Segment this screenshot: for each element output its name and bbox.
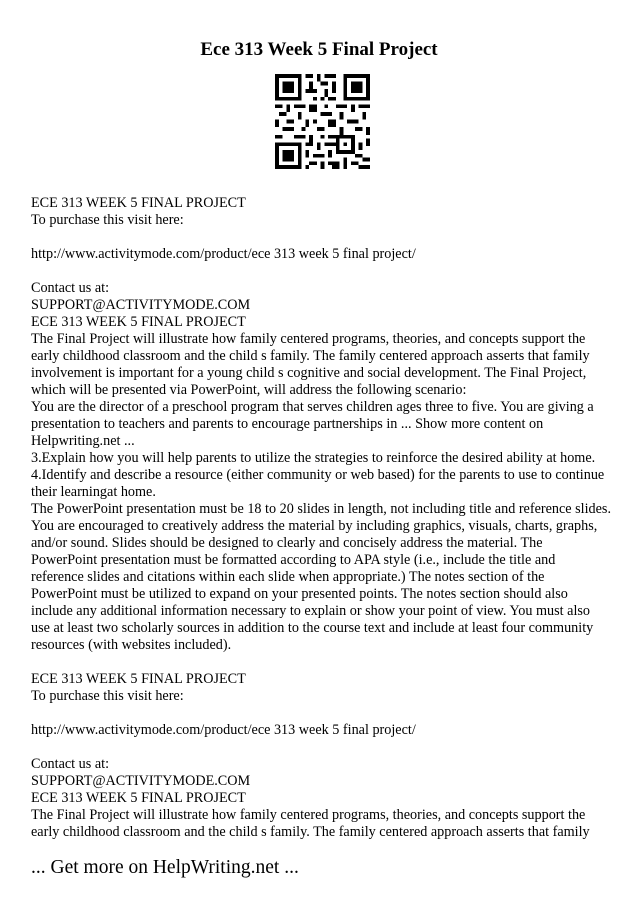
qr-code-icon	[275, 74, 370, 169]
purchase-text: To purchase this visit here:	[31, 212, 184, 228]
paragraph: The Final Project will illustrate how family centered programs, theories, and concepts support the early childhood classroom and the child s family. The family centered approach asserts that family	[31, 807, 590, 840]
paragraph: The Final Project will illustrate how family centered programs, theories, and concepts support the early childhood classroom and the child s family. The family centered approach asserts that family involvement is important for a young child s cognitive and social development. The Final Project, which will be presented via PowerPoint, will address the following scenario:	[31, 331, 590, 398]
paragraph: 3.Explain how you will help parents to utilize the strategies to reinforce the desired ability at home.	[31, 450, 596, 466]
paragraph: The PowerPoint presentation must be 18 to 20 slides in length, not including title and reference slides. You are encouraged to creatively address the material by including graphics, visuals, charts, graphs, and/or sound. Slides should be designed to clearly and concisely address the material. The PowerPoint presentation must be formatted according to APA style (i.e., include the title and reference slides and citations within each slide when appropriate.) The notes section of the PowerPoint must be utilized to expand on your presented points. The notes section should also include any additional information necessary to explain or show your point of view. You must also use at least two scholarly sources in addition to the course text and include at least four community resources (with websites included).	[31, 501, 611, 653]
document-body	[31, 195, 611, 841]
paragraph: 4.Identify and describe a resource (either community or web based) for the parents to use to continue their learningat home.	[31, 467, 605, 500]
section-heading: ECE 313 WEEK 5 FINAL PROJECT	[31, 671, 246, 687]
contact-label: Contact us at:	[31, 756, 110, 772]
footer-link[interactable]: ... Get more on HelpWriting.net ...	[31, 857, 299, 878]
paragraph: You are the director of a preschool program that serves children ages three to five. You are giving a presentation to teachers and parents to encourage partnerships in ... Show more content on Helpwriting.net ...	[31, 399, 594, 449]
support-email[interactable]: SUPPORT@ACTIVITYMODE.COM	[31, 773, 251, 789]
section-heading: ECE 313 WEEK 5 FINAL PROJECT	[31, 195, 246, 211]
product-url[interactable]: http://www.activitymode.com/product/ece 313 week 5 final project/	[31, 722, 416, 738]
purchase-text: To purchase this visit here:	[31, 688, 184, 704]
section-heading: ECE 313 WEEK 5 FINAL PROJECT	[31, 790, 246, 806]
section-heading: ECE 313 WEEK 5 FINAL PROJECT	[31, 314, 246, 330]
support-email[interactable]: SUPPORT@ACTIVITYMODE.COM	[31, 297, 251, 313]
contact-label: Contact us at:	[31, 280, 110, 296]
page-title: Ece 313 Week 5 Final Project	[200, 39, 438, 60]
product-url[interactable]: http://www.activitymode.com/product/ece 313 week 5 final project/	[31, 246, 416, 262]
